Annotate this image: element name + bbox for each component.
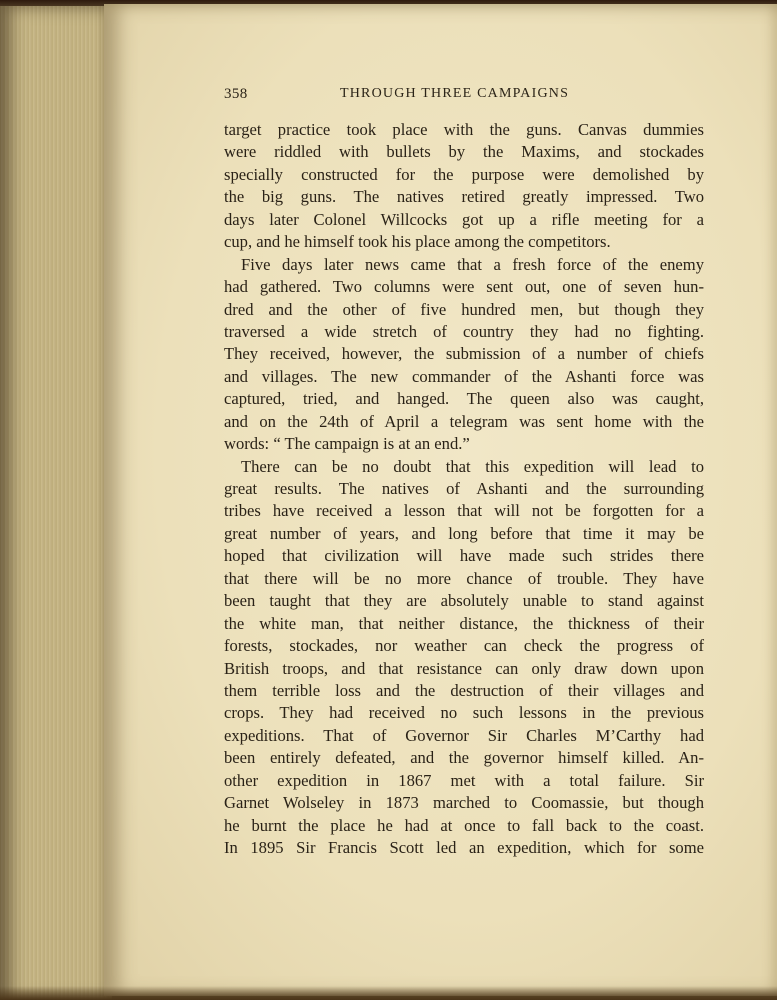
- paragraph-1: [224, 119, 704, 254]
- text-line: other expedition in 1867 met with a total failure. Sir: [224, 770, 704, 790]
- text-line: Garnet Wolseley in 1873 marched to Coomassie, but though: [224, 793, 704, 813]
- paragraph-2: [224, 254, 704, 456]
- text-line: were riddled with bullets by the Maxims, and stockades: [224, 142, 704, 162]
- text-line: had gathered. Two columns were sent out, one of seven hun-: [224, 277, 704, 297]
- stacked-page-edges: [0, 6, 112, 1000]
- text-line: days later Colonel Willcocks got up a rifle meeting for a: [224, 209, 704, 229]
- page-number: 358: [224, 86, 248, 102]
- text-line: and on the 24th of April a telegram was sent home with the: [224, 411, 704, 431]
- text-line: dred and the other of five hundred men, but though they: [224, 299, 704, 319]
- text-line: and villages. The new commander of the Ashanti force was: [224, 366, 704, 386]
- running-title: THROUGH THREE CAMPAIGNS: [340, 86, 570, 101]
- text-line: They received, however, the submission of a number of chiefs: [224, 344, 704, 364]
- text-line: the white man, that neither distance, the thickness of their: [224, 613, 704, 633]
- text-line: There can be no doubt that this expedition will lead to: [241, 456, 704, 476]
- text-line: forests, stockades, nor weather can check the progress of: [224, 636, 704, 656]
- text-line: great number of years, and long before that time it may be: [224, 523, 704, 543]
- running-head: [224, 86, 704, 108]
- text-line: cup, and he himself took his place among the competitors.: [224, 232, 611, 252]
- body-text: [224, 119, 704, 859]
- text-line: words: “ The campaign is at an end.”: [224, 434, 470, 454]
- text-line: traversed a wide stretch of country they had no fighting.: [224, 321, 704, 341]
- text-line: expeditions. That of Governor Sir Charles M’Carthy had: [224, 725, 704, 745]
- paragraph-3: [224, 456, 704, 860]
- text-line: tribes have received a lesson that will not be forgotten for a: [224, 501, 704, 521]
- text-line: specially constructed for the purpose were demolished by: [224, 164, 704, 184]
- text-line: been taught that they are absolutely unable to stand against: [224, 591, 704, 611]
- text-line: them terrible loss and the destruction of their villages and: [224, 680, 704, 700]
- text-line: British troops, and that resistance can only draw down upon: [224, 658, 704, 678]
- text-line: he burnt the place he had at once to fall back to the coast.: [224, 815, 704, 835]
- text-line: target practice took place with the guns. Canvas dummies: [224, 120, 704, 139]
- text-line: the big guns. The natives retired greatly impressed. Two: [224, 187, 704, 207]
- bottom-shadow: [0, 986, 777, 1000]
- text-line: hoped that civilization will have made such strides there: [224, 546, 704, 566]
- text-line: Five days later news came that a fresh force of the enemy: [241, 254, 704, 274]
- text-line: that there will be no more chance of trouble. They have: [224, 568, 704, 588]
- text-line: captured, tried, and hanged. The queen also was caught,: [224, 389, 704, 409]
- text-line: great results. The natives of Ashanti and the surrounding: [224, 479, 704, 498]
- text-line: crops. They had received no such lessons in the previous: [224, 703, 704, 723]
- text-line: In 1895 Sir Francis Scott led an expedition, which for some: [224, 838, 704, 857]
- text-line: been entirely defeated, and the governor himself killed. An-: [224, 748, 704, 768]
